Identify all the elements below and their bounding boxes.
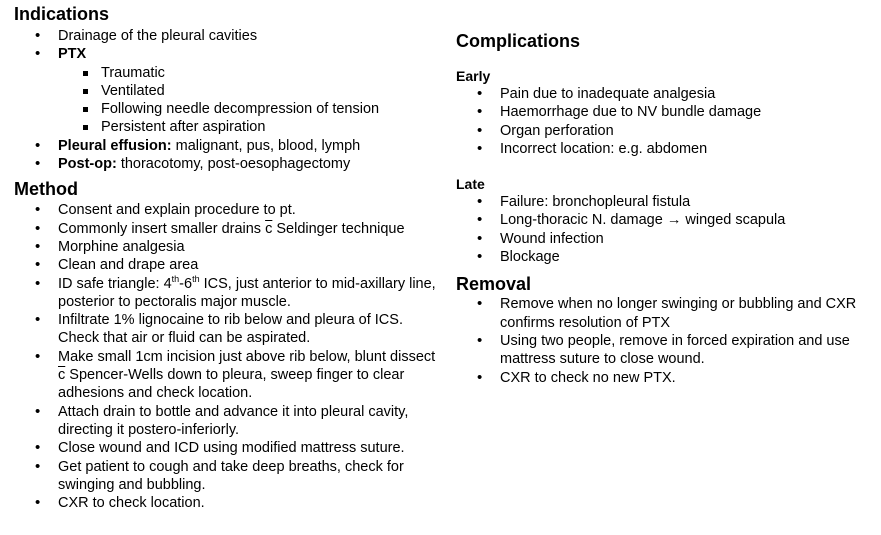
list-item: • Pleural effusion: malignant, pus, blood, lymph: [14, 137, 444, 155]
list-item: Ventilated: [14, 82, 444, 100]
list-item: • Organ perforation: [456, 122, 876, 140]
list-item: • Blockage: [456, 248, 876, 266]
list-item: • Post-op: thoracotomy, post-oesophagectomy: [14, 155, 444, 173]
early-list: [456, 85, 876, 158]
list-item: • Clean and drape area: [14, 256, 444, 274]
list-item: • Commonly insert smaller drains $\overline{c}$ Seldinger technique: [14, 220, 444, 238]
list-item: • Get patient to cough and take deep breaths, check for swinging and bubbling.: [14, 458, 444, 495]
late-list: [456, 193, 876, 266]
list-item: • Wound infection: [456, 230, 876, 248]
removal-list: [456, 295, 876, 386]
list-item: • Remove when no longer swinging or bubbling and CXR confirms resolution of PTX: [456, 295, 876, 332]
left-column: [14, 0, 444, 512]
indications-list: [14, 27, 444, 173]
list-item: • Drainage of the pleural cavities: [14, 27, 444, 45]
list-item: • Make small 1cm incision just above rib below, blunt dissect $\overline{c}$ Spencer-Wells down to pleura, sweep finger to clear adhesions and check location.: [14, 348, 444, 403]
list-item: • Close wound and ICD using modified mattress suture.: [14, 439, 444, 457]
indications-heading: Indications: [14, 4, 110, 24]
list-item: Following needle decompression of tension: [14, 100, 444, 118]
method-heading: Method: [14, 179, 78, 200]
right-column: [456, 0, 876, 387]
method-list: [14, 201, 444, 512]
list-item: • Morphine analgesia: [14, 238, 444, 256]
list-item: • Pain due to inadequate analgesia: [456, 85, 876, 103]
removal-heading: Removal: [456, 274, 532, 295]
list-item: • Long-thoracic N. damage → winged scapula: [456, 211, 876, 229]
list-item: Traumatic: [14, 64, 444, 82]
ptx-label: PTX: [58, 46, 87, 63]
list-item: • CXR to check no new PTX.: [456, 369, 876, 387]
list-item: • Haemorrhage due to NV bundle damage: [456, 103, 876, 121]
list-item: • CXR to check location.: [14, 494, 444, 512]
list-item: • Attach drain to bottle and advance it into pleural cavity, directing it postero-inferiorly.: [14, 403, 444, 440]
list-item: • Consent and explain procedure to pt.: [14, 201, 444, 219]
ptx-sublist: [14, 64, 444, 137]
list-item: • Incorrect location: e.g. abdomen: [456, 140, 876, 158]
complications-heading: Complications: [456, 31, 581, 51]
list-item: • Infiltrate 1% lignocaine to rib below and pleura of ICS. Check that air or fluid can be aspirated.: [14, 311, 444, 348]
early-heading: Early: [456, 68, 491, 84]
late-heading: Late: [456, 176, 485, 193]
list-item: • Failure: bronchopleural fistula: [456, 193, 876, 211]
list-item: • Using two people, remove in forced expiration and use mattress suture to close wound.: [456, 332, 876, 369]
list-item: • ID safe triangle: 4th-6th ICS, just anterior to mid-axillary line, posterior to pectoralis major muscle.: [14, 275, 444, 312]
list-item: [14, 45, 444, 136]
list-item: Persistent after aspiration: [14, 118, 444, 136]
